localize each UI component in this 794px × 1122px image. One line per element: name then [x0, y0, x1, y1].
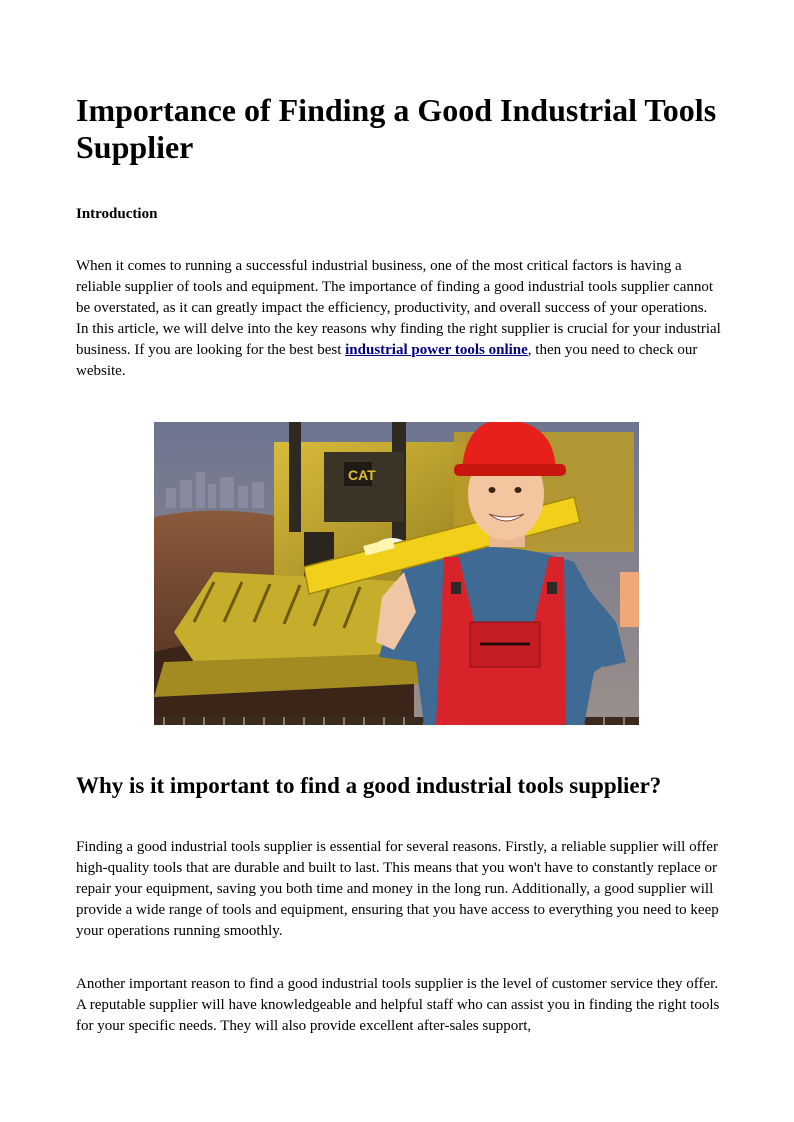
- worker-with-bulldozer-image: [154, 422, 639, 725]
- page-title: Importance of Finding a Good Industrial Tools Supplier: [76, 92, 717, 165]
- cat-logo-text: CAT: [348, 467, 376, 483]
- intro-paragraph-text: When it comes to running a successful industrial business, one of the most critical factors is having a reliable supplier of tools and equipment. The importance of finding a good industrial tools supplier cannot be overstated, as it can greatly impact the efficiency, productivity, and overall success of your operations. In this article, we will delve into the key reasons why finding the right supplier is crucial for your industrial business. If you are looking for the best best: [76, 258, 721, 358]
- intro-paragraph-tail: , then you need to check our website.: [76, 342, 698, 379]
- intro-paragraph: [76, 256, 721, 382]
- body-paragraph-2: Another important reason to find a good industrial tools supplier is the level of customer service they offer. A reputable supplier will have knowledgeable and helpful staff who can assist you in finding the right tools for your specific needs. They will also provide excellent after-sales support,: [76, 976, 720, 1034]
- industrial-power-tools-link[interactable]: industrial power tools online: [345, 342, 528, 358]
- introduction-heading: Introduction: [76, 206, 158, 222]
- section-heading: Why is it important to find a good industrial tools supplier?: [76, 773, 662, 798]
- body-paragraph-1: Finding a good industrial tools supplier is essential for several reasons. Firstly, a reliable supplier will offer high-quality tools that are durable and built to last. This means that you won't have to constantly replace or repair your equipment, saving you both time and money in the long run. Additionally, a good supplier will provide a wide range of tools and equipment, ensuring that you have access to everything you need to keep your operations running smoothly.: [76, 839, 719, 939]
